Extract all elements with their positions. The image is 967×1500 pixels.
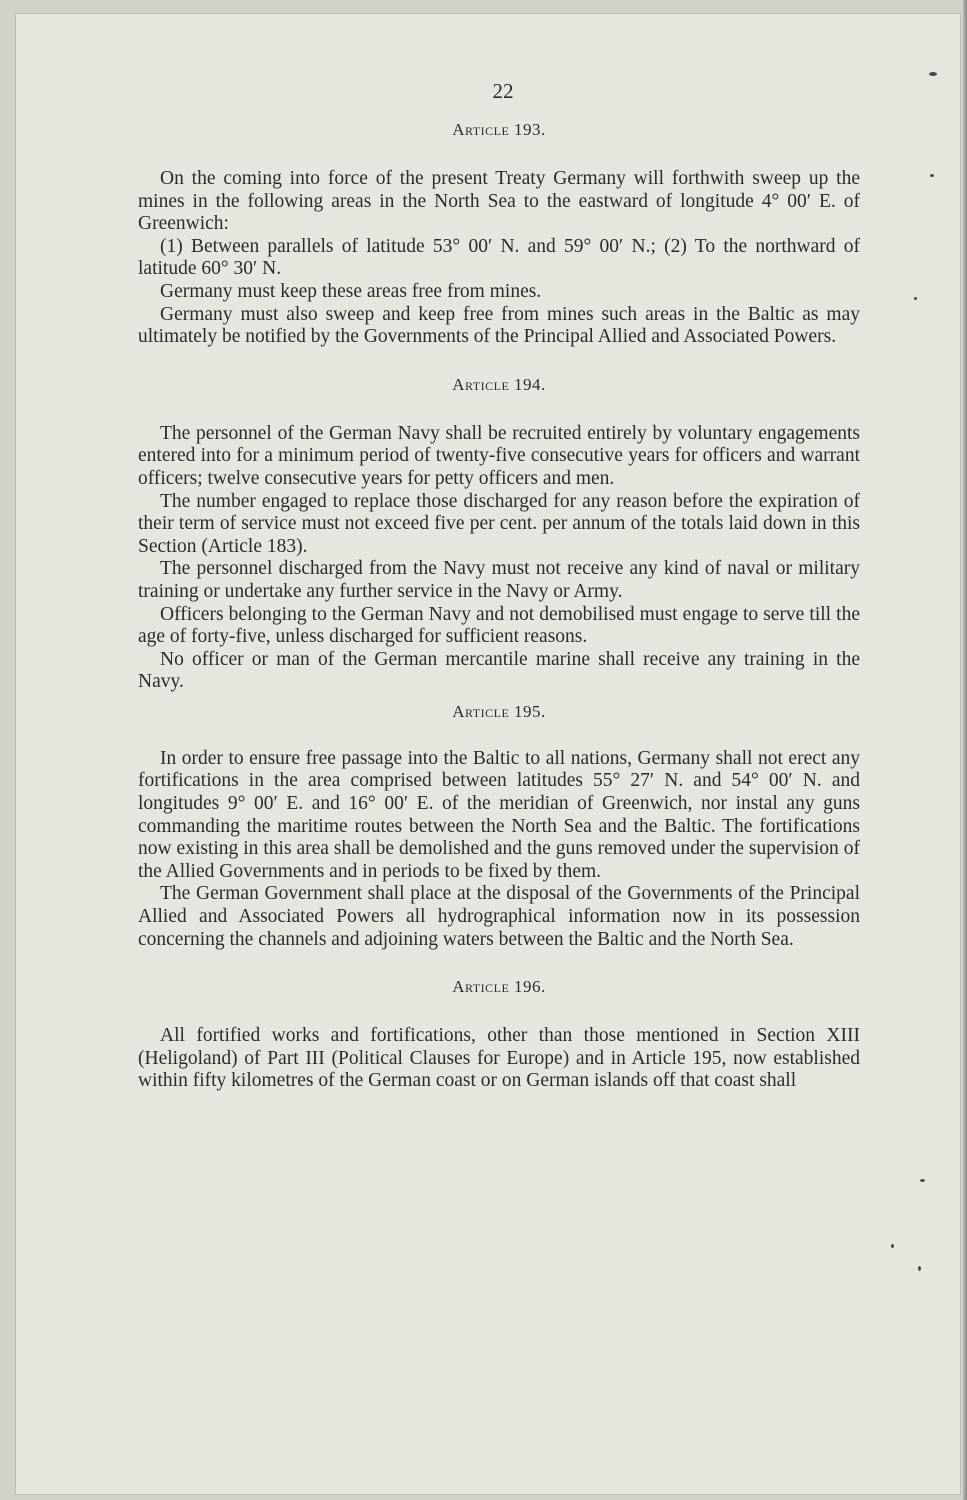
paragraph: No officer or man of the German mercantile marine shall receive any training in the Navy. bbox=[138, 648, 860, 693]
article-heading: Article 193. bbox=[452, 120, 546, 139]
ink-speck bbox=[918, 1266, 921, 1271]
ink-speck bbox=[920, 1179, 925, 1182]
article-heading: Article 194. bbox=[452, 374, 546, 394]
paragraph: The German Government shall place at the disposal of the Governments of the Principal Allied and Associated Powers all hydrographical information now in its possession concerning the channels and adjoining waters between the Baltic and the North Sea. bbox=[138, 883, 860, 950]
ink-speck bbox=[891, 1244, 894, 1248]
paragraph: The personnel discharged from the Navy must not receive any kind of naval or military training or undertake any further service in the Navy or Army. bbox=[138, 558, 860, 602]
ink-speck bbox=[914, 297, 917, 300]
paragraph: Germany must keep these areas free from mines. bbox=[160, 280, 542, 302]
paragraph: Germany must also sweep and keep free from mines such areas in the Baltic as may ultimately be notified by the Governments of the Principal Allied and Associated Powers. bbox=[138, 303, 860, 348]
article-196 bbox=[138, 977, 860, 1093]
ink-speck bbox=[929, 72, 937, 76]
paragraph: In order to ensure free passage into the Baltic to all nations, Germany shall not erect any fortifications in the area comprised between latitudes 55° 27′ N. and 54° 00′ N. and longitudes 9° 00′ E. and 16° 00′ E. of the meridian of Greenwich, nor instal any guns commanding the maritime routes between the North Sea and the Baltic. The fortifications now existing in this area shall be demolished and the guns removed under the supervision of the Allied Governments and in periods to be fixed by them. bbox=[138, 747, 860, 882]
paragraph: Officers belonging to the German Navy and not demobilised must engage to serve till the age of forty-five, unless discharged for sufficient reasons. bbox=[138, 603, 860, 648]
article-heading: Article 195. bbox=[452, 701, 546, 721]
paragraph: The personnel of the German Navy shall be recruited entirely by voluntary engagements entered into for a minimum period of twenty-five consecutive years for officers and warrant officers; twelve consecutive years for petty officers and men. bbox=[138, 422, 860, 489]
article-heading: Article 196. bbox=[452, 977, 546, 997]
paragraph: All fortified works and fortifications, other than those mentioned in Section XIII (Heligoland) of Part III (Political Clauses for Europe) and in Article 195, now established within fifty kilometres of the German coast or on German islands off that coast shall bbox=[138, 1025, 860, 1092]
document-body bbox=[138, 74, 860, 1093]
ink-speck bbox=[930, 174, 934, 177]
article-193 bbox=[138, 120, 860, 349]
page-number: 22 bbox=[492, 79, 514, 103]
paragraph: On the coming into force of the present Treaty Germany will forthwith sweep up the mines in the following areas in the North Sea to the eastward of longitude 4° 00′ E. of Greenwich: bbox=[138, 168, 860, 235]
article-195 bbox=[138, 702, 860, 951]
paragraph: (1) Between parallels of latitude 53° 00′ N. and 59° 00′ N.; (2) To the northward of latitude 60° 30′ N. bbox=[138, 235, 860, 280]
article-194 bbox=[138, 375, 860, 694]
page-edge bbox=[963, 0, 967, 1500]
paragraph: The number engaged to replace those discharged for any reason before the expiration of their term of service must not exceed five per cent. per annum of the totals laid down in this Section (Article 183). bbox=[138, 490, 860, 557]
